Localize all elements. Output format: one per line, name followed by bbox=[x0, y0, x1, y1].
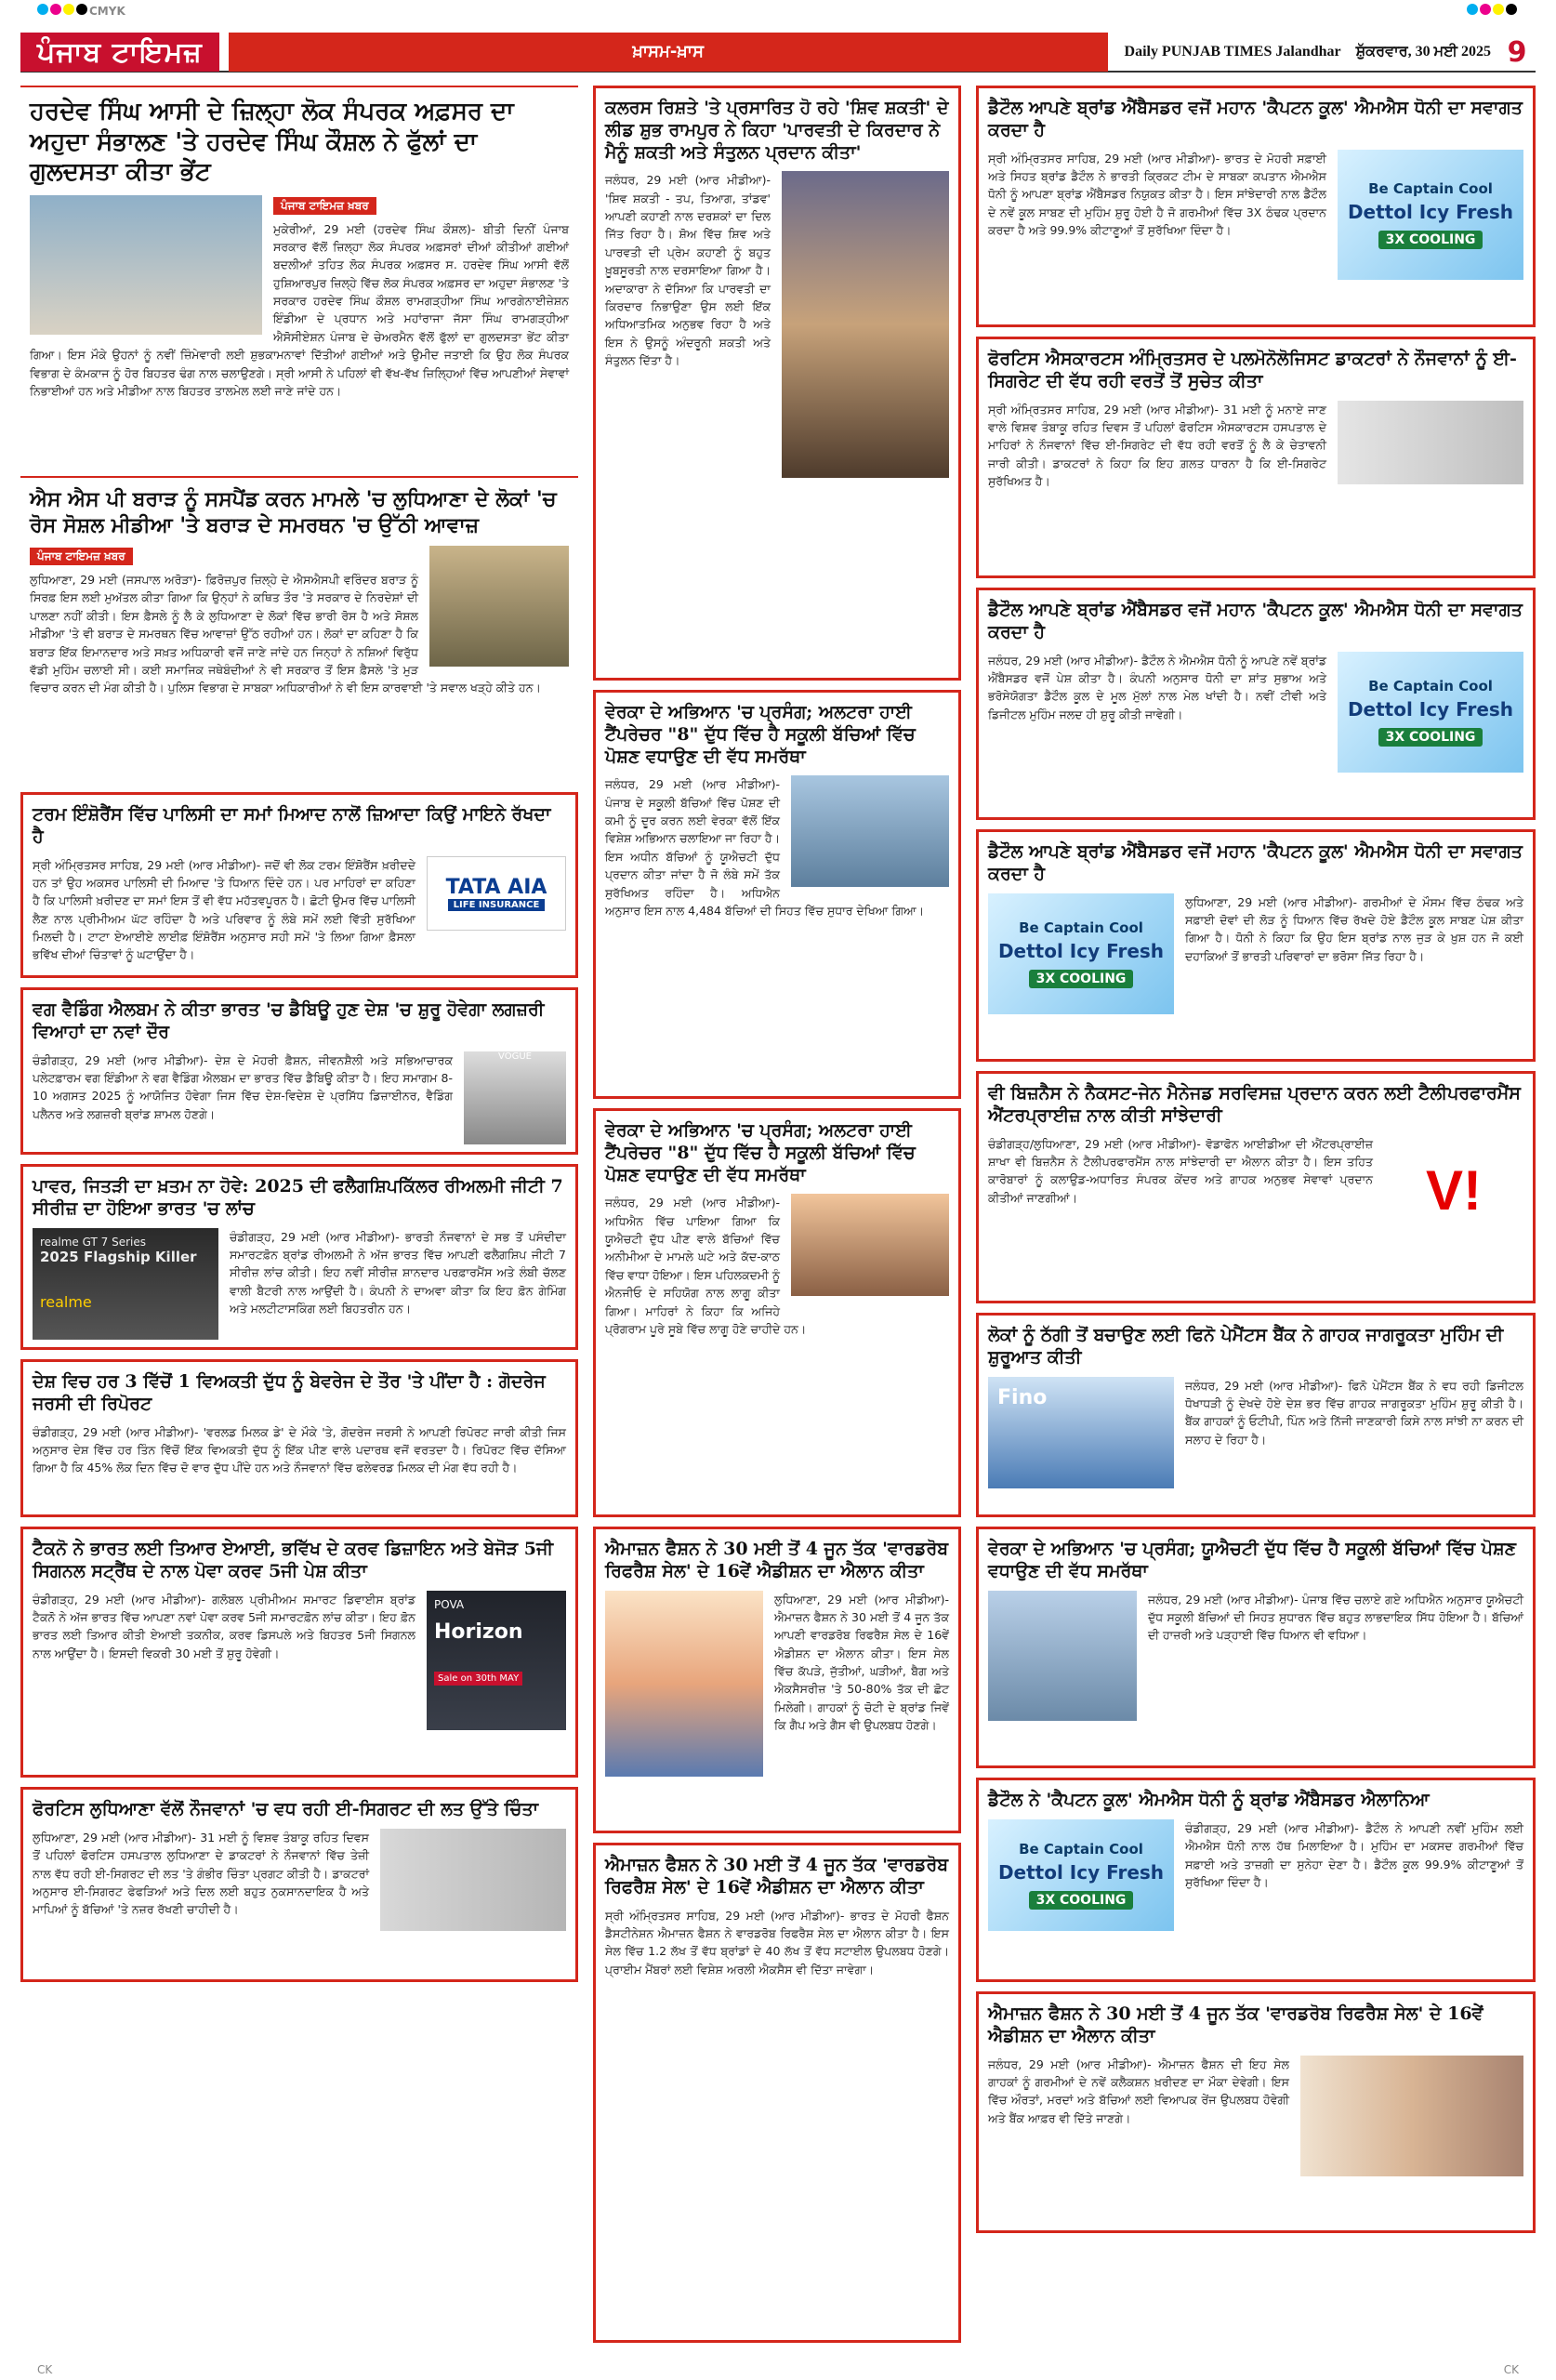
dettol-ad-image bbox=[1338, 150, 1523, 280]
article-body: ਸ੍ਰੀ ਅੰਮ੍ਰਿਤਸਰ ਸਾਹਿਬ, 29 ਮਈ (ਆਰ ਮੀਡੀਆ)- ਭਾਰਤ ਦੇ ਮੋਹਰੀ ਸਫ਼ਾਈ ਅਤੇ ਸਿਹਤ ਬ੍ਰਾਂਡ ਡੈਟੌਲ ਨੇ ਭਾਰਤੀ ਕ੍ਰਿਕਟ ਟੀਮ ਦੇ ਸਾਬਕਾ ਕਪਤਾਨ ਐਮਐਸ ਧੋਨੀ ਨੂੰ ਆਪਣਾ ਬ੍ਰਾਂਡ ਐਂਬੈਸਡਰ ਨਿਯੁਕਤ ਕੀਤਾ ਹੈ। ਇਸ ਸਾਂਝੇਦਾਰੀ ਨਾਲ ਡੈਟੌਲ ਦੇ ਨਵੇਂ ਕੂਲ ਸਾਬਣ ਦੀ ਮੁਹਿੰਮ ਸ਼ੁਰੂ ਹੋਈ ਹੈ ਜੋ ਗਰਮੀਆਂ ਵਿੱਚ 3X ਠੰਢਕ ਪ੍ਰਦਾਨ ਕਰਦਾ ਹੈ ਅਤੇ 99.9% ਕੀਟਾਣੂਆਂ ਤੋਂ ਸੁਰੱਖਿਆ ਦਿੰਦਾ ਹੈ। bbox=[988, 151, 1326, 237]
article-body: ਚੰਡੀਗੜ੍ਹ, 29 ਮਈ (ਆਰ ਮੀਡੀਆ)- 'ਵਰਲਡ ਮਿਲਕ ਡੇ' ਦੇ ਮੌਕੇ 'ਤੇ, ਗੋਦਰੇਜ ਜਰਸੀ ਨੇ ਆਪਣੀ ਰਿਪੋਰਟ ਜਾਰੀ ਕੀਤੀ ਜਿਸ ਅਨੁਸਾਰ ਦੇਸ਼ ਵਿੱਚ ਹਰ ਤਿੰਨ ਵਿੱਚੋਂ ਇੱਕ ਵਿਅਕਤੀ ਦੁੱਧ ਨੂੰ ਇੱਕ ਪੀਣ ਵਾਲੇ ਪਦਾਰਥ ਵਜੋਂ ਵਰਤਦਾ ਹੈ। ਰਿਪੋਰਟ ਵਿੱਚ ਦੱਸਿਆ ਗਿਆ ਹੈ ਕਿ 45% ਲੋਕ ਦਿਨ ਵਿੱਚ ਦੋ ਵਾਰ ਦੁੱਧ ਪੀਂਦੇ ਹਨ ਅਤੇ ਨੌਜਵਾਨਾਂ ਵਿੱਚ ਫਲੇਵਰਡ ਮਿਲਕ ਦੀ ਮੰਗ ਵੱਧ ਰਹੀ ਹੈ। bbox=[33, 1424, 566, 1475]
article-body: ਸ੍ਰੀ ਅੰਮ੍ਰਿਤਸਰ ਸਾਹਿਬ, 29 ਮਈ (ਆਰ ਮੀਡੀਆ)- ਭਾਰਤ ਦੇ ਮੋਹਰੀ ਫੈਸ਼ਨ ਡੈਸਟੀਨੇਸ਼ਨ ਐਮਾਜ਼ਨ ਫੈਸ਼ਨ ਨੇ ਵਾਰਡਰੋਬ ਰਿਫਰੈਸ਼ ਸੇਲ ਦਾ ਐਲਾਨ ਕੀਤਾ ਹੈ। ਇਸ ਸੇਲ ਵਿੱਚ 1.2 ਲੱਖ ਤੋਂ ਵੱਧ ਬ੍ਰਾਂਡਾਂ ਦੇ 40 ਲੱਖ ਤੋਂ ਵੱਧ ਸਟਾਈਲ ਉਪਲਬਧ ਹੋਣਗੇ। ਪ੍ਰਾਈਮ ਮੈਂਬਰਾਂ ਲਈ ਵਿਸ਼ੇਸ਼ ਅਰਲੀ ਐਕਸੈਸ ਵੀ ਦਿੱਤਾ ਜਾਵੇਗਾ। bbox=[605, 1908, 949, 1977]
ck-label-right: CK bbox=[1503, 2363, 1519, 2376]
page-number: 9 bbox=[1507, 35, 1527, 69]
promo-line1: realme GT 7 Series bbox=[40, 1235, 146, 1249]
article-kaushal bbox=[20, 86, 578, 467]
vi-logo bbox=[1384, 1135, 1523, 1247]
news-photo bbox=[30, 195, 262, 335]
ad-line2: Dettol Icy Fresh bbox=[1347, 200, 1514, 223]
promo-line2: 2025 Flagship Killer bbox=[40, 1248, 197, 1265]
brand-logo: ਪੰਜਾਬ ਟਾਇਮਜ਼ bbox=[20, 33, 219, 72]
dettol-ad-image bbox=[988, 893, 1174, 1014]
article-body: ਚੰਡੀਗੜ੍ਹ, 29 ਮਈ (ਆਰ ਮੀਡੀਆ)- ਦੇਸ਼ ਦੇ ਮੋਹਰੀ ਫ਼ੈਸ਼ਨ, ਜੀਵਨਸ਼ੈਲੀ ਅਤੇ ਸਭਿਆਚਾਰਕ ਪਲੇਟਫ਼ਾਰਮ ਵਗ ਇੰਡੀਆ ਨੇ ਵਗ ਵੈਡਿੰਗ ਐਲਬਮ ਦਾ ਭਾਰਤ ਵਿੱਚ ਡੈਬਿਊ ਕੀਤਾ ਹੈ। ਇਹ ਸਮਾਗਮ 8-10 ਅਗਸਤ 2025 ਨੂੰ ਆਯੋਜਿਤ ਹੋਵੇਗਾ ਜਿਸ ਵਿੱਚ ਦੇਸ਼-ਵਿਦੇਸ਼ ਦੇ ਪ੍ਰਸਿੱਧ ਡਿਜ਼ਾਈਨਰ, ਵੈਡਿੰਗ ਪਲੈਨਰ ਅਤੇ ਲਗਜ਼ਰੀ ਬ੍ਰਾਂਡ ਸ਼ਾਮਲ ਹੋਣਗੇ। bbox=[33, 1052, 453, 1121]
pova-promo-image bbox=[427, 1591, 566, 1730]
article-body: ਜਲੰਧਰ, 29 ਮਈ (ਆਰ ਮੀਡੀਆ)- ਐਮਾਜ਼ਨ ਫੈਸ਼ਨ ਦੀ ਇਹ ਸੇਲ ਗਾਹਕਾਂ ਨੂੰ ਗਰਮੀਆਂ ਦੇ ਨਵੇਂ ਕਲੈਕਸ਼ਨ ਖ਼ਰੀਦਣ ਦਾ ਮੌਕਾ ਦੇਵੇਗੀ। ਇਸ ਵਿੱਚ ਔਰਤਾਂ, ਮਰਦਾਂ ਅਤੇ ਬੱਚਿਆਂ ਲਈ ਵਿਆਪਕ ਰੇਂਜ ਉਪਲਬਧ ਹੋਵੇਗੀ ਅਤੇ ਬੈਂਕ ਆਫ਼ਰ ਵੀ ਦਿੱਤੇ ਜਾਣਗੇ। bbox=[988, 2056, 1289, 2125]
show-photo bbox=[782, 171, 949, 478]
cmyk-label: CMYK bbox=[89, 4, 125, 18]
article-dettol-4 bbox=[976, 1778, 1536, 1982]
logo-subtext: LIFE INSURANCE bbox=[448, 899, 546, 911]
photo-label: Fino bbox=[997, 1385, 1048, 1409]
article-vi-business bbox=[976, 1071, 1536, 1303]
article-godrej-jersey bbox=[20, 1359, 578, 1517]
headline: ਫੋਰਟਿਸ ਲੁਧਿਆਣਾ ਵੱਲੋਂ ਨੌਜਵਾਨਾਂ 'ਚ ਵਧ ਰਹੀ ਈ-ਸਿਗਰਟ ਦੀ ਲਤ ਉੱਤੇ ਚਿੰਤਾ bbox=[33, 1799, 539, 1819]
tata-aia-logo bbox=[427, 856, 566, 931]
date: ਸ਼ੁੱਕਰਵਾਰ, 30 ਮਈ 2025 bbox=[1355, 44, 1491, 60]
page-body bbox=[20, 86, 1536, 2347]
article-body: ਚੰਡੀਗੜ੍ਹ, 29 ਮਈ (ਆਰ ਮੀਡੀਆ)- ਭਾਰਤੀ ਨੌਜਵਾਨਾਂ ਦੇ ਸਭ ਤੋਂ ਪਸੰਦੀਦਾ ਸਮਾਰਟਫ਼ੋਨ ਬ੍ਰਾਂਡ ਰੀਅਲਮੀ ਨੇ ਅੱਜ ਭਾਰਤ ਵਿੱਚ ਆਪਣੀ ਫਲੈਗਸ਼ਿਪ ਜੀਟੀ 7 ਸੀਰੀਜ਼ ਲਾਂਚ ਕੀਤੀ। ਇਹ ਨਵੀਂ ਸੀਰੀਜ਼ ਸ਼ਾਨਦਾਰ ਪਰਫ਼ਾਰਮੈਂਸ ਅਤੇ ਲੰਬੀ ਚੱਲਣ ਵਾਲੀ ਬੈਟਰੀ ਨਾਲ ਆਉਂਦੀ ਹੈ। ਕੰਪਨੀ ਨੇ ਦਾਅਵਾ ਕੀਤਾ ਕਿ ਇਹ ਫ਼ੋਨ ਗੇਮਿੰਗ ਅਤੇ ਮਲਟੀਟਾਸਕਿੰਗ ਲਈ ਬਿਹਤਰੀਨ ਹਨ। bbox=[230, 1229, 566, 1316]
headline: ਹਰਦੇਵ ਸਿੰਘ ਆਸੀ ਦੇ ਜ਼ਿਲ੍ਹਾ ਲੋਕ ਸੰਪਰਕ ਅਫ਼ਸਰ ਦਾ ਅਹੁਦਾ ਸੰਭਾਲਣ 'ਤੇ ਹਰਦੇਵ ਸਿੰਘ ਕੌਸ਼ਲ ਨੇ ਫੁੱਲਾਂ ਦਾ ਗੁਲਦਸਤਾ ਕੀਤਾ ਭੇਂਟ bbox=[30, 98, 514, 186]
column-left bbox=[20, 86, 578, 2347]
article-body: ਜਲੰਧਰ, 29 ਮਈ (ਆਰ ਮੀਡੀਆ)- ਪੰਜਾਬ ਦੇ ਸਕੂਲੀ ਬੱਚਿਆਂ ਵਿੱਚ ਪੋਸ਼ਣ ਦੀ ਕਮੀ ਨੂੰ ਦੂਰ ਕਰਨ ਲਈ ਵੇਰਕਾ ਵੱਲੋਂ ਇੱਕ ਵਿਸ਼ੇਸ਼ ਅਭਿਆਨ ਚਲਾਇਆ ਜਾ ਰਿਹਾ ਹੈ। ਇਸ ਅਧੀਨ ਬੱਚਿਆਂ ਨੂੰ ਯੂਐਚਟੀ ਦੁੱਧ ਪ੍ਰਦਾਨ ਕੀਤਾ ਜਾਂਦਾ ਹੈ ਜੋ ਲੰਬੇ ਸਮੇਂ ਤੱਕ ਸੁਰੱਖਿਅਤ ਰਹਿੰਦਾ ਹੈ। ਅਧਿਐਨ ਅਨੁਸਾਰ ਇਸ ਨਾਲ 4,484 ਬੱਚਿਆਂ ਦੀ ਸਿਹਤ ਵਿੱਚ ਸੁਧਾਰ ਦੇਖਿਆ ਗਿਆ। bbox=[605, 777, 925, 918]
logo-text: V! bbox=[1426, 1159, 1482, 1222]
article-vogue bbox=[20, 987, 578, 1155]
students-photo bbox=[791, 1194, 949, 1296]
article-body: ਸ੍ਰੀ ਅੰਮ੍ਰਿਤਸਰ ਸਾਹਿਬ, 29 ਮਈ (ਆਰ ਮੀਡੀਆ)- 31 ਮਈ ਨੂੰ ਮਨਾਏ ਜਾਣ ਵਾਲੇ ਵਿਸ਼ਵ ਤੰਬਾਕੂ ਰਹਿਤ ਦਿਵਸ ਤੋਂ ਪਹਿਲਾਂ ਫੋਰਟਿਸ ਐਸਕਾਰਟਸ ਹਸਪਤਾਲ ਦੇ ਮਾਹਿਰਾਂ ਨੇ ਨੌਜਵਾਨਾਂ ਵਿੱਚ ਈ-ਸਿਗਰੇਟ ਦੀ ਵੱਧ ਰਹੀ ਵਰਤੋਂ ਨੂੰ ਲੈ ਕੇ ਚੇਤਾਵਨੀ ਜਾਰੀ ਕੀਤੀ। ਡਾਕਟਰਾਂ ਨੇ ਕਿਹਾ ਕਿ ਇਹ ਗ਼ਲਤ ਧਾਰਨਾ ਹੈ ਕਿ ਈ-ਸਿਗਰੇਟ ਸੁਰੱਖਿਅਤ ਹੈ। bbox=[988, 402, 1326, 488]
ad-line1: Be Captain Cool bbox=[1019, 919, 1143, 936]
article-fortis-amritsar bbox=[976, 337, 1536, 578]
article-body: ਜਲੰਧਰ, 29 ਮਈ (ਆਰ ਮੀਡੀਆ)- ਡੈਟੌਲ ਨੇ ਐਮਐਸ ਧੋਨੀ ਨੂੰ ਆਪਣੇ ਨਵੇਂ ਬ੍ਰਾਂਡ ਐਂਬੈਸਡਰ ਵਜੋਂ ਪੇਸ਼ ਕੀਤਾ ਹੈ। ਕੰਪਨੀ ਅਨੁਸਾਰ ਧੋਨੀ ਦਾ ਸ਼ਾਂਤ ਸੁਭਾਅ ਅਤੇ ਭਰੋਸੇਯੋਗਤਾ ਡੈਟੌਲ ਕੂਲ ਦੇ ਮੂਲ ਮੁੱਲਾਂ ਨਾਲ ਮੇਲ ਖਾਂਦੀ ਹੈ। ਨਵੀਂ ਟੀਵੀ ਅਤੇ ਡਿਜੀਟਲ ਮੁਹਿੰਮ ਜਲਦ ਹੀ ਸ਼ੁਰੂ ਕੀਤੀ ਜਾਵੇਗੀ। bbox=[988, 653, 1326, 721]
article-term-insurance bbox=[20, 792, 578, 978]
headline: ਐਮਾਜ਼ਨ ਫੈਸ਼ਨ ਨੇ 30 ਮਈ ਤੋਂ 4 ਜੂਨ ਤੱਕ 'ਵਾਰਡਰੋਬ ਰਿਫਰੈਸ਼ ਸੇਲ' ਦੇ 16ਵੇਂ ਐਡੀਸ਼ਨ ਦਾ ਐਲਾਨ ਕੀਤਾ bbox=[605, 1855, 949, 1897]
article-body: ਜਲੰਧਰ, 29 ਮਈ (ਆਰ ਮੀਡੀਆ)- ਅਧਿਐਨ ਵਿੱਚ ਪਾਇਆ ਗਿਆ ਕਿ ਯੂਐਚਟੀ ਦੁੱਧ ਪੀਣ ਵਾਲੇ ਬੱਚਿਆਂ ਵਿੱਚ ਅਨੀਮੀਆ ਦੇ ਮਾਮਲੇ ਘਟੇ ਅਤੇ ਕੱਦ-ਕਾਠ ਵਿੱਚ ਵਾਧਾ ਹੋਇਆ। ਇਸ ਪਹਿਲਕਦਮੀ ਨੂੰ ਐਨਜੀਓ ਦੇ ਸਹਿਯੋਗ ਨਾਲ ਲਾਗੂ ਕੀਤਾ ਗਿਆ। ਮਾਹਿਰਾਂ ਨੇ ਕਿਹਾ ਕਿ ਅਜਿਹੇ ਪ੍ਰੋਗਰਾਮ ਪੂਰੇ ਸੂਬੇ ਵਿੱਚ ਲਾਗੂ ਹੋਣੇ ਚਾਹੀਦੇ ਹਨ। bbox=[605, 1196, 807, 1336]
article-verka-2 bbox=[593, 1108, 961, 1517]
article-verka-3 bbox=[976, 1527, 1536, 1768]
column-right bbox=[976, 86, 1536, 2347]
section-title: ਖ਼ਾਸਮ-ਖ਼ਾਸ bbox=[229, 33, 1108, 72]
article-body: ਸ੍ਰੀ ਅੰਮ੍ਰਿਤਸਰ ਸਾਹਿਬ, 29 ਮਈ (ਆਰ ਮੀਡੀਆ)- ਜਦੋਂ ਵੀ ਲੋਕ ਟਰਮ ਇੰਸ਼ੋਰੈਂਸ ਖ਼ਰੀਦਦੇ ਹਨ ਤਾਂ ਉਹ ਅਕਸਰ ਪਾਲਿਸੀ ਦੀ ਮਿਆਦ 'ਤੇ ਧਿਆਨ ਦਿੰਦੇ ਹਨ। ਪਰ ਮਾਹਿਰਾਂ ਦਾ ਕਹਿਣਾ ਹੈ ਕਿ ਪਾਲਿਸੀ ਖ਼ਰੀਦਣ ਦਾ ਸਮਾਂ ਇਸ ਤੋਂ ਵੀ ਵੱਧ ਮਹੱਤਵਪੂਰਨ ਹੈ। ਛੋਟੀ ਉਮਰ ਵਿੱਚ ਪਾਲਿਸੀ ਲੈਣ ਨਾਲ ਪ੍ਰੀਮੀਅਮ ਘੱਟ ਰਹਿੰਦਾ ਹੈ ਅਤੇ ਪਰਿਵਾਰ ਨੂੰ ਲੰਬੇ ਸਮੇਂ ਲਈ ਵਿੱਤੀ ਸੁਰੱਖਿਆ ਮਿਲਦੀ ਹੈ। ਟਾਟਾ ਏਆਈਏ ਲਾਈਫ਼ ਇੰਸ਼ੋਰੈਂਸ ਅਨੁਸਾਰ ਸਹੀ ਸਮੇਂ 'ਤੇ ਲਿਆ ਗਿਆ ਫ਼ੈਸਲਾ ਭਵਿੱਖ ਦੀਆਂ ਚਿੰਤਾਵਾਂ ਨੂੰ ਘਟਾਉਂਦਾ ਹੈ। bbox=[33, 857, 415, 962]
article-tecno bbox=[20, 1527, 578, 1778]
vogue-photo bbox=[464, 1051, 566, 1144]
logo-text: TATA AIA bbox=[445, 875, 547, 899]
article-body: ਜਲੰਧਰ, 29 ਮਈ (ਆਰ ਮੀਡੀਆ)- ਫਿਨੋ ਪੇਮੈਂਟਸ ਬੈਂਕ ਨੇ ਵਧ ਰਹੀ ਡਿਜੀਟਲ ਧੋਖਾਧੜੀ ਨੂੰ ਦੇਖਦੇ ਹੋਏ ਦੇਸ਼ ਭਰ ਵਿੱਚ ਗਾਹਕ ਜਾਗਰੂਕਤਾ ਮੁਹਿੰਮ ਸ਼ੁਰੂ ਕੀਤੀ ਹੈ। ਬੈਂਕ ਗਾਹਕਾਂ ਨੂੰ ਓਟੀਪੀ, ਪਿੰਨ ਅਤੇ ਨਿੱਜੀ ਜਾਣਕਾਰੀ ਕਿਸੇ ਨਾਲ ਸਾਂਝੀ ਨਾ ਕਰਨ ਦੀ ਸਲਾਹ ਦੇ ਰਿਹਾ ਹੈ। bbox=[1185, 1378, 1523, 1447]
article-shiv-shakti bbox=[593, 86, 961, 681]
ad-badge: 3X COOLING bbox=[1378, 231, 1483, 249]
headline: ਐਸ ਐਸ ਪੀ ਬਰਾੜ ਨੂੰ ਸਸਪੈਂਡ ਕਰਨ ਮਾਮਲੇ 'ਚ ਲੁਧਿਆਣਾ ਦੇ ਲੋਕਾਂ 'ਚ ਰੋਸ ਸੋਸ਼ਲ ਮੀਡੀਆ 'ਤੇ ਬਰਾੜ ਦੇ ਸਮਰਥਨ 'ਚ ਉੱਠੀ ਆਵਾਜ਼ bbox=[30, 487, 557, 537]
article-body: ਚੰਡੀਗੜ੍ਹ, 29 ਮਈ (ਆਰ ਮੀਡੀਆ)- ਗਲੋਬਲ ਪ੍ਰੀਮੀਅਮ ਸਮਾਰਟ ਡਿਵਾਈਸ ਬ੍ਰਾਂਡ ਟੈਕਨੋ ਨੇ ਅੱਜ ਭਾਰਤ ਵਿੱਚ ਆਪਣਾ ਨਵਾਂ ਪੋਵਾ ਕਰਵ 5ਜੀ ਸਮਾਰਟਫ਼ੋਨ ਲਾਂਚ ਕੀਤਾ। ਇਹ ਫ਼ੋਨ ਭਾਰਤ ਲਈ ਤਿਆਰ ਕੀਤੀ ਏਆਈ ਤਕਨੀਕ, ਕਰਵ ਡਿਸਪਲੇ ਅਤੇ ਬਿਹਤਰ 5ਜੀ ਸਿਗਨਲ ਨਾਲ ਆਉਂਦਾ ਹੈ। ਇਸਦੀ ਵਿਕਰੀ 30 ਮਈ ਤੋਂ ਸ਼ੁਰੂ ਹੋਵੇਗੀ। bbox=[33, 1592, 415, 1660]
headline: ਦੇਸ਼ ਵਿਚ ਹਰ 3 ਵਿੱਚੋਂ 1 ਵਿਅਕਤੀ ਦੁੱਧ ਨੂੰ ਬੇਵਰੇਜ ਦੇ ਤੌਰ 'ਤੇ ਪੀਂਦਾ ਹੈ : ਗੋਦਰੇਜ ਜਰਸੀ ਦੀ ਰਿਪੋਰਟ bbox=[33, 1371, 546, 1414]
news-photo bbox=[429, 546, 569, 667]
realme-promo-image bbox=[33, 1228, 218, 1340]
article-dettol-3 bbox=[976, 829, 1536, 1062]
doctors-photo bbox=[380, 1829, 566, 1931]
promo-brand: realme bbox=[40, 1292, 92, 1311]
promo-brand: POVA bbox=[434, 1597, 465, 1611]
headline: ਡੈਟੌਲ ਆਪਣੇ ਬ੍ਰਾਂਡ ਐਂਬੈਸਡਰ ਵਜੋਂ ਮਹਾਨ 'ਕੈਪਟਨ ਕੂਲ' ਐਮਐਸ ਧੋਨੀ ਦਾ ਸਵਾਗਤ ਕਰਦਾ ਹੈ bbox=[988, 98, 1523, 140]
article-amazon-3 bbox=[976, 1991, 1536, 2233]
paper-name: Daily PUNJAB TIMES Jalandhar bbox=[1124, 44, 1341, 60]
article-dettol-2 bbox=[976, 588, 1536, 820]
ad-line1: Be Captain Cool bbox=[1019, 1840, 1143, 1858]
article-body: ਮੁਕੇਰੀਆਂ, 29 ਮਈ (ਹਰਦੇਵ ਸਿੰਘ ਕੌਸ਼ਲ)- ਬੀਤੀ ਦਿਨੀਂ ਪੰਜਾਬ ਸਰਕਾਰ ਵੱਲੋਂ ਜ਼ਿਲ੍ਹਾ ਲੋਕ ਸੰਪਰਕ ਅਫ਼ਸਰਾਂ ਦੀਆਂ ਕੀਤੀਆਂ ਗਈਆਂ ਬਦਲੀਆਂ ਤਹਿਤ ਲੋਕ ਸੰਪਰਕ ਅਫ਼ਸਰ ਸ. ਹਰਦੇਵ ਸਿੰਘ ਆਸੀ ਵੱਲੋਂ ਹੁਸ਼ਿਆਰਪੁਰ ਜ਼ਿਲ੍ਹੇ ਵਿੱਚ ਲੋਕ ਸੰਪਰਕ ਅਫ਼ਸਰ ਦਾ ਅਹੁਦਾ ਸੰਭਾਲਣ 'ਤੇ ਸਰਕਾਰ ਹਰਦੇਵ ਸਿੰਘ ਕੌਸ਼ਲ ਰਾਮਗੜ੍ਹੀਆ ਸਿੰਘ ਆਰਗੇਨਾਈਜ਼ੇਸ਼ਨ ਇੰਡੀਆ ਦੇ ਪ੍ਰਧਾਨ ਅਤੇ ਮਹਾਂਰਾਜਾ ਜੱਸਾ ਸਿੰਘ ਰਾਮਗੜ੍ਹੀਆ ਐਸੋਸੀਏਸ਼ਨ ਪੰਜਾਬ ਦੇ ਚੇਅਰਮੈਨ ਵੱਲੋਂ ਫੁੱਲਾਂ ਦਾ ਗੁਲਦਸਤਾ ਭੇਂਟ ਕੀਤਾ ਗਿਆ। ਇਸ ਮੌਕੇ ਉਹਨਾਂ ਨੂੰ ਨਵੀਂ ਜ਼ਿੰਮੇਵਾਰੀ ਲਈ ਸ਼ੁਭਕਾਮਨਾਵਾਂ ਦਿੱਤੀਆਂ ਗਈਆਂ ਅਤੇ ਉਮੀਦ ਜਤਾਈ ਕਿ ਉਹ ਲੋਕ ਸੰਪਰਕ ਵਿਭਾਗ ਦੇ ਕੰਮਕਾਜ ਨੂੰ ਹੋਰ ਬਿਹਤਰ ਢੰਗ ਨਾਲ ਚਲਾਉਣਗੇ। ਸ੍ਰੀ ਆਸੀ ਨੇ ਪਹਿਲਾਂ ਵੀ ਵੱਖ-ਵੱਖ ਜ਼ਿਲ੍ਹਿਆਂ ਵਿੱਚ ਆਪਣੀਆਂ ਸੇਵਾਵਾਂ ਨਿਭਾਈਆਂ ਹਨ ਅਤੇ ਮੀਡੀਆ ਨਾਲ ਬਿਹਤਰ ਤਾਲਮੇਲ ਲਈ ਜਾਣੇ ਜਾਂਦੇ ਹਨ। bbox=[30, 221, 569, 398]
article-dettol-1 bbox=[976, 86, 1536, 327]
registration-bar-bottom bbox=[0, 2360, 1556, 2380]
headline: ਵੇਰਕਾ ਦੇ ਅਭਿਆਨ 'ਚ ਪ੍ਰਸੰਗ; ਅਲਟਰਾ ਹਾਈ ਟੈਂਪਰੇਚਰ "8" ਦੁੱਧ ਵਿੱਚ ਹੈ ਸਕੂਲੀ ਬੱਚਿਆਂ ਵਿੱਚ ਪੋਸ਼ਣ ਵਧਾਉਣ ਦੀ ਵੱਧ ਸਮਰੱਥਾ bbox=[605, 1120, 916, 1185]
ad-line1: Be Captain Cool bbox=[1368, 179, 1493, 197]
article-body: ਚੰਡੀਗੜ੍ਹ/ਲੁਧਿਆਣਾ, 29 ਮਈ (ਆਰ ਮੀਡੀਆ)- ਵੋਡਾਫੋਨ ਆਈਡੀਆ ਦੀ ਐਂਟਰਪ੍ਰਾਈਜ਼ ਸ਼ਾਖਾ ਵੀ ਬਿਜ਼ਨੈਸ ਨੇ ਟੈਲੀਪਰਫਾਰਮੈਂਸ ਨਾਲ ਸਾਂਝੇਦਾਰੀ ਦਾ ਐਲਾਨ ਕੀਤਾ ਹੈ। ਇਸ ਤਹਿਤ ਕਾਰੋਬਾਰਾਂ ਨੂੰ ਕਲਾਉਡ-ਅਧਾਰਿਤ ਸੰਪਰਕ ਕੇਂਦਰ ਅਤੇ ਗਾਹਕ ਅਨੁਭਵ ਸੇਵਾਵਾਂ ਪ੍ਰਦਾਨ ਕੀਤੀਆਂ ਜਾਣਗੀਆਂ। bbox=[988, 1136, 1373, 1205]
headline: ਲੋਕਾਂ ਨੂੰ ਠੱਗੀ ਤੋਂ ਬਚਾਉਣ ਲਈ ਫਿਨੋ ਪੇਮੈਂਟਸ ਬੈਂਕ ਨੇ ਗਾਹਕ ਜਾਗਰੂਕਤਾ ਮੁਹਿੰਮ ਦੀ ਸ਼ੁਰੂਆਤ ਕੀਤੀ bbox=[988, 1325, 1504, 1368]
cmyk-marks bbox=[37, 4, 125, 18]
article-body: ਜਲੰਧਰ, 29 ਮਈ (ਆਰ ਮੀਡੀਆ)- ਪੰਜਾਬ ਵਿੱਚ ਚਲਾਏ ਗਏ ਅਧਿਐਨ ਅਨੁਸਾਰ ਯੂਐਚਟੀ ਦੁੱਧ ਸਕੂਲੀ ਬੱਚਿਆਂ ਦੀ ਸਿਹਤ ਸੁਧਾਰਨ ਵਿੱਚ ਬਹੁਤ ਲਾਭਦਾਇਕ ਸਿੱਧ ਹੋਇਆ ਹੈ। ਬੱਚਿਆਂ ਦੀ ਹਾਜ਼ਰੀ ਅਤੇ ਪੜ੍ਹਾਈ ਵਿੱਚ ਧਿਆਨ ਵੀ ਵਧਿਆ। bbox=[1148, 1592, 1523, 1643]
article-body: ਲੁਧਿਆਣਾ, 29 ਮਈ (ਜਸਪਾਲ ਅਰੋੜਾ)- ਫ਼ਿਰੋਜ਼ਪੁਰ ਜ਼ਿਲ੍ਹੇ ਦੇ ਐਸਐਸਪੀ ਵਰਿੰਦਰ ਬਰਾੜ ਨੂੰ ਸਿਰਫ਼ ਇਸ ਲਈ ਮੁਅੱਤਲ ਕੀਤਾ ਗਿਆ ਕਿ ਉਨ੍ਹਾਂ ਨੇ ਕਥਿਤ ਤੌਰ 'ਤੇ ਸਰਕਾਰ ਦੇ ਨਿਰਦੇਸ਼ਾਂ ਦੀ ਪਾਲਣਾ ਨਹੀਂ ਕੀਤੀ। ਇਸ ਫ਼ੈਸਲੇ ਨੂੰ ਲੈ ਕੇ ਲੁਧਿਆਣਾ ਦੇ ਲੋਕਾਂ ਵਿੱਚ ਭਾਰੀ ਰੋਸ ਹੈ ਅਤੇ ਸੋਸ਼ਲ ਮੀਡੀਆ 'ਤੇ ਵੀ ਬਰਾੜ ਦੇ ਸਮਰਥਨ ਵਿੱਚ ਆਵਾਜ਼ਾਂ ਉੱਠ ਰਹੀਆਂ ਹਨ। ਲੋਕਾਂ ਦਾ ਕਹਿਣਾ ਹੈ ਕਿ ਬਰਾੜ ਇੱਕ ਇਮਾਨਦਾਰ ਅਤੇ ਸਖ਼ਤ ਅਧਿਕਾਰੀ ਵਜੋਂ ਜਾਣੇ ਜਾਂਦੇ ਹਨ ਜਿਨ੍ਹਾਂ ਨੇ ਨਸ਼ਿਆਂ ਵਿਰੁੱਧ ਵੱਡੀ ਮੁਹਿੰਮ ਚਲਾਈ ਸੀ। ਕਈ ਸਮਾਜਿਕ ਜਥੇਬੰਦੀਆਂ ਨੇ ਵੀ ਸਰਕਾਰ ਤੋਂ ਇਸ ਫ਼ੈਸਲੇ 'ਤੇ ਮੁੜ ਵਿਚਾਰ ਕਰਨ ਦੀ ਮੰਗ ਕੀਤੀ ਹੈ। ਪੁਲਿਸ ਵਿਭਾਗ ਦੇ ਸਾਬਕਾ ਅਧਿਕਾਰੀਆਂ ਨੇ ਵੀ ਇਸ ਕਾਰਵਾਈ 'ਤੇ ਸਵਾਲ ਖੜ੍ਹੇ ਕੀਤੇ ਹਨ। bbox=[30, 573, 541, 695]
ck-label-left: CK bbox=[37, 2363, 53, 2376]
article-body: ਜਲੰਧਰ, 29 ਮਈ (ਆਰ ਮੀਡੀਆ)- 'ਸ਼ਿਵ ਸ਼ਕਤੀ - ਤਪ, ਤਿਆਗ, ਤਾਂਡਵ' ਆਪਣੀ ਕਹਾਣੀ ਨਾਲ ਦਰਸ਼ਕਾਂ ਦਾ ਦਿਲ ਜਿੱਤ ਰਿਹਾ ਹੈ। ਸ਼ੋਅ ਵਿੱਚ ਸ਼ਿਵ ਅਤੇ ਪਾਰਵਤੀ ਦੀ ਪ੍ਰੇਮ ਕਹਾਣੀ ਨੂੰ ਬਹੁਤ ਖ਼ੂਬਸੂਰਤੀ ਨਾਲ ਦਰਸਾਇਆ ਗਿਆ ਹੈ। ਅਦਾਕਾਰਾ ਨੇ ਦੱਸਿਆ ਕਿ ਪਾਰਵਤੀ ਦਾ ਕਿਰਦਾਰ ਨਿਭਾਉਣਾ ਉਸ ਲਈ ਇੱਕ ਅਧਿਆਤਮਿਕ ਅਨੁਭਵ ਰਿਹਾ ਹੈ ਅਤੇ ਇਸ ਨੇ ਉਸਨੂੰ ਅੰਦਰੂਨੀ ਸ਼ਕਤੀ ਅਤੇ ਸੰਤੁਲਨ ਦਿੱਤਾ ਹੈ। bbox=[605, 173, 771, 367]
models-photo bbox=[1300, 2056, 1523, 2176]
article-amazon-2 bbox=[593, 1843, 961, 2343]
dettol-ad-image bbox=[988, 1819, 1174, 1931]
ad-badge: 3X COOLING bbox=[1029, 970, 1134, 988]
article-brar bbox=[20, 476, 578, 783]
cmyk-marks-right bbox=[1467, 4, 1519, 18]
article-body: ਲੁਧਿਆਣਾ, 29 ਮਈ (ਆਰ ਮੀਡੀਆ)- ਗਰਮੀਆਂ ਦੇ ਮੌਸਮ ਵਿੱਚ ਠੰਢਕ ਅਤੇ ਸਫ਼ਾਈ ਦੋਵਾਂ ਦੀ ਲੋੜ ਨੂੰ ਧਿਆਨ ਵਿੱਚ ਰੱਖਦੇ ਹੋਏ ਡੈਟੌਲ ਕੂਲ ਸਾਬਣ ਪੇਸ਼ ਕੀਤਾ ਗਿਆ ਹੈ। ਧੋਨੀ ਨੇ ਕਿਹਾ ਕਿ ਉਹ ਇਸ ਬ੍ਰਾਂਡ ਨਾਲ ਜੁੜ ਕੇ ਖ਼ੁਸ਼ ਹਨ ਜੋ ਕਈ ਦਹਾਕਿਆਂ ਤੋਂ ਭਾਰਤੀ ਪਰਿਵਾਰਾਂ ਦਾ ਭਰੋਸਾ ਜਿੱਤ ਰਿਹਾ ਹੈ। bbox=[1185, 894, 1523, 963]
students-photo bbox=[988, 1591, 1137, 1721]
headline: ਡੈਟੌਲ ਨੇ 'ਕੈਪਟਨ ਕੂਲ' ਐਮਐਸ ਧੋਨੀ ਨੂੰ ਬ੍ਰਾਂਡ ਐਂਬੈਸਡਰ ਐਲਾਨਿਆ bbox=[988, 1790, 1430, 1810]
byline: ਪੰਜਾਬ ਟਾਇਮਜ਼ ਖ਼ਬਰ bbox=[273, 197, 376, 215]
headline: ਪਾਵਰ, ਜਿਤੜੀ ਦਾ ਖ਼ਤਮ ਨਾ ਹੋਵੇ: 2025 ਦੀ ਫਲੈਗਸ਼ਿਪਕਿੱਲਰ ਰੀਅਲਮੀ ਜੀਟੀ 7 ਸੀਰੀਜ਼ ਦਾ ਹੋਇਆ ਭਾਰਤ 'ਚ ਲਾਂਚ bbox=[33, 1176, 563, 1219]
article-amazon-1 bbox=[593, 1527, 961, 1833]
headline: ਵੇਰਕਾ ਦੇ ਅਭਿਆਨ 'ਚ ਪ੍ਰਸੰਗ; ਅਲਟਰਾ ਹਾਈ ਟੈਂਪਰੇਚਰ "8" ਦੁੱਧ ਵਿੱਚ ਹੈ ਸਕੂਲੀ ਬੱਚਿਆਂ ਵਿੱਚ ਪੋਸ਼ਣ ਵਧਾਉਣ ਦੀ ਵੱਧ ਸਮਰੱਥਾ bbox=[605, 702, 916, 767]
dettol-ad-image bbox=[1338, 652, 1523, 773]
article-fortis-ludhiana bbox=[20, 1787, 578, 1982]
byline: ਪੰਜਾਬ ਟਾਇਮਜ਼ ਖ਼ਬਰ bbox=[30, 548, 133, 565]
promo-title: Horizon bbox=[434, 1620, 523, 1644]
headline: ਕਲਰਸ ਰਿਸ਼ਤੇ 'ਤੇ ਪ੍ਰਸਾਰਿਤ ਹੋ ਰਹੇ 'ਸ਼ਿਵ ਸ਼ਕਤੀ' ਦੇ ਲੀਡ ਸ਼ੁਭ ਰਾਮਪੁਰ ਨੇ ਕਿਹਾ 'ਪਾਰਵਤੀ ਦੇ ਕਿਰਦਾਰ ਨੇ ਮੈਨੂੰ ਸ਼ਕਤੀ ਅਤੇ ਸੰਤੁਲਨ ਪ੍ਰਦਾਨ ਕੀਤਾ' bbox=[605, 98, 949, 163]
article-body: ਲੁਧਿਆਣਾ, 29 ਮਈ (ਆਰ ਮੀਡੀਆ)- ਐਮਾਜ਼ਨ ਫੈਸ਼ਨ ਨੇ 30 ਮਈ ਤੋਂ 4 ਜੂਨ ਤੱਕ ਆਪਣੀ ਵਾਰਡਰੋਬ ਰਿਫਰੈਸ਼ ਸੇਲ ਦੇ 16ਵੇਂ ਐਡੀਸ਼ਨ ਦਾ ਐਲਾਨ ਕੀਤਾ। ਇਸ ਸੇਲ ਵਿੱਚ ਕੱਪੜੇ, ਜੁੱਤੀਆਂ, ਘੜੀਆਂ, ਬੈਗ ਅਤੇ ਐਕਸੈਸਰੀਜ਼ 'ਤੇ 50-80% ਤੱਕ ਦੀ ਛੋਟ ਮਿਲੇਗੀ। ਗਾਹਕਾਂ ਨੂੰ ਚੋਟੀ ਦੇ ਬ੍ਰਾਂਡ ਜਿਵੇਂ ਕਿ ਗੈਪ ਅਤੇ ਗੈਸ ਵੀ ਉਪਲਬਧ ਹੋਣਗੇ। bbox=[774, 1592, 949, 1733]
masthead bbox=[20, 33, 1536, 73]
headline: ਐਮਾਜ਼ਨ ਫੈਸ਼ਨ ਨੇ 30 ਮਈ ਤੋਂ 4 ਜੂਨ ਤੱਕ 'ਵਾਰਡਰੋਬ ਰਿਫਰੈਸ਼ ਸੇਲ' ਦੇ 16ਵੇਂ ਐਡੀਸ਼ਨ ਦਾ ਐਲਾਨ ਕੀਤਾ bbox=[605, 1539, 949, 1581]
headline: ਵੀ ਬਿਜ਼ਨੈਸ ਨੇ ਨੈਕਸਟ-ਜੇਨ ਮੈਨੇਜਡ ਸਰਵਿਸਜ਼ ਪ੍ਰਦਾਨ ਕਰਨ ਲਈ ਟੈਲੀਪਰਫਾਰਮੈਂਸ ਐਂਟਰਪ੍ਰਾਈਜ਼ ਨਾਲ ਕੀਤੀ ਸਾਂਝੇਦਾਰੀ bbox=[988, 1083, 1521, 1126]
doctors-photo bbox=[1338, 401, 1523, 484]
registration-bar-top bbox=[0, 0, 1556, 20]
headline: ਡੈਟੌਲ ਆਪਣੇ ਬ੍ਰਾਂਡ ਐਂਬੈਸਡਰ ਵਜੋਂ ਮਹਾਨ 'ਕੈਪਟਨ ਕੂਲ' ਐਮਐਸ ਧੋਨੀ ਦਾ ਸਵਾਗਤ ਕਰਦਾ ਹੈ bbox=[988, 600, 1523, 642]
article-body: ਚੰਡੀਗੜ੍ਹ, 29 ਮਈ (ਆਰ ਮੀਡੀਆ)- ਡੈਟੌਲ ਨੇ ਆਪਣੀ ਨਵੀਂ ਮੁਹਿੰਮ ਲਈ ਐਮਐਸ ਧੋਨੀ ਨਾਲ ਹੱਥ ਮਿਲਾਇਆ ਹੈ। ਮੁਹਿੰਮ ਦਾ ਮਕਸਦ ਗਰਮੀਆਂ ਵਿੱਚ ਸਫ਼ਾਈ ਅਤੇ ਤਾਜ਼ਗੀ ਦਾ ਸੁਨੇਹਾ ਦੇਣਾ ਹੈ। ਡੈਟੌਲ ਕੂਲ 99.9% ਕੀਟਾਣੂਆਂ ਤੋਂ ਸੁਰੱਖਿਆ ਦਿੰਦਾ ਹੈ। bbox=[1185, 1820, 1523, 1889]
headline: ਵਗ ਵੈਡਿੰਗ ਐਲਬਮ ਨੇ ਕੀਤਾ ਭਾਰਤ 'ਚ ਡੈਬਿਊ ਹੁਣ ਦੇਸ਼ 'ਚ ਸ਼ੁਰੂ ਹੋਵੇਗਾ ਲਗਜ਼ਰੀ ਵਿਆਹਾਂ ਦਾ ਨਵਾਂ ਦੌਰ bbox=[33, 999, 545, 1042]
headline: ਟਰਮ ਇੰਸ਼ੋਰੈਂਸ ਵਿੱਚ ਪਾਲਿਸੀ ਦਾ ਸਮਾਂ ਮਿਆਦ ਨਾਲੋਂ ਜ਼ਿਆਦਾ ਕਿਉਂ ਮਾਇਨੇ ਰੱਖਦਾ ਹੈ bbox=[33, 804, 551, 847]
headline: ਵੇਰਕਾ ਦੇ ਅਭਿਆਨ 'ਚ ਪ੍ਰਸੰਗ; ਯੂਐਚਟੀ ਦੁੱਧ ਵਿੱਚ ਹੈ ਸਕੂਲੀ ਬੱਚਿਆਂ ਵਿੱਚ ਪੋਸ਼ਣ ਵਧਾਉਣ ਦੀ ਵੱਧ ਸਮਰੱਥਾ bbox=[988, 1539, 1516, 1581]
photo-label: VOGUE bbox=[498, 1051, 532, 1062]
ad-badge: 3X COOLING bbox=[1378, 728, 1483, 747]
article-body: ਲੁਧਿਆਣਾ, 29 ਮਈ (ਆਰ ਮੀਡੀਆ)- 31 ਮਈ ਨੂੰ ਵਿਸ਼ਵ ਤੰਬਾਕੂ ਰਹਿਤ ਦਿਵਸ ਤੋਂ ਪਹਿਲਾਂ ਫੋਰਟਿਸ ਹਸਪਤਾਲ ਲੁਧਿਆਣਾ ਦੇ ਡਾਕਟਰਾਂ ਨੇ ਨੌਜਵਾਨਾਂ ਵਿੱਚ ਤੇਜ਼ੀ ਨਾਲ ਵੱਧ ਰਹੀ ਈ-ਸਿਗਰਟ ਦੀ ਲਤ 'ਤੇ ਗੰਭੀਰ ਚਿੰਤਾ ਪ੍ਰਗਟ ਕੀਤੀ ਹੈ। ਡਾਕਟਰਾਂ ਅਨੁਸਾਰ ਈ-ਸਿਗਰਟ ਫੇਫੜਿਆਂ ਅਤੇ ਦਿਲ ਲਈ ਬਹੁਤ ਨੁਕਸਾਨਦਾਇਕ ਹੈ ਅਤੇ ਮਾਪਿਆਂ ਨੂੰ ਬੱਚਿਆਂ 'ਤੇ ਨਜ਼ਰ ਰੱਖਣੀ ਚਾਹੀਦੀ ਹੈ। bbox=[33, 1830, 369, 1917]
school-photo bbox=[791, 775, 949, 887]
headline: ਡੈਟੌਲ ਆਪਣੇ ਬ੍ਰਾਂਡ ਐਂਬੈਸਡਰ ਵਜੋਂ ਮਹਾਨ 'ਕੈਪਟਨ ਕੂਲ' ਐਮਐਸ ਧੋਨੀ ਦਾ ਸਵਾਗਤ ਕਰਦਾ ਹੈ bbox=[988, 841, 1523, 884]
ad-line2: Dettol Icy Fresh bbox=[997, 939, 1165, 962]
ad-line1: Be Captain Cool bbox=[1368, 677, 1493, 694]
article-fino bbox=[976, 1313, 1536, 1517]
ad-line2: Dettol Icy Fresh bbox=[1347, 697, 1514, 721]
fino-branch-photo bbox=[988, 1377, 1174, 1488]
ad-badge: 3X COOLING bbox=[1029, 1891, 1134, 1910]
headline: ਐਮਾਜ਼ਨ ਫੈਸ਼ਨ ਨੇ 30 ਮਈ ਤੋਂ 4 ਜੂਨ ਤੱਕ 'ਵਾਰਡਰੋਬ ਰਿਫਰੈਸ਼ ਸੇਲ' ਦੇ 16ਵੇਂ ਐਡੀਸ਼ਨ ਦਾ ਐਲਾਨ ਕੀਤਾ bbox=[988, 2003, 1483, 2046]
ad-line2: Dettol Icy Fresh bbox=[997, 1860, 1165, 1884]
article-realme bbox=[20, 1164, 578, 1350]
promo-sale: Sale on 30th MAY bbox=[434, 1672, 522, 1686]
headline: ਫੋਰਟਿਸ ਐਸਕਾਰਟਸ ਅੰਮ੍ਰਿਤਸਰ ਦੇ ਪਲਮੋਨੋਲੋਜਿਸਟ ਡਾਕਟਰਾਂ ਨੇ ਨੌਜਵਾਨਾਂ ਨੂੰ ਈ-ਸਿਗਰੇਟ ਦੀ ਵੱਧ ਰਹੀ ਵਰਤੋਂ ਤੋਂ ਸੁਚੇਤ ਕੀਤਾ bbox=[988, 349, 1517, 391]
headline: ਟੈਕਨੋ ਨੇ ਭਾਰਤ ਲਈ ਤਿਆਰ ਏਆਈ, ਭਵਿੱਖ ਦੇ ਕਰਵ ਡਿਜ਼ਾਇਨ ਅਤੇ ਬੇਜੋੜ 5ਜੀ ਸਿਗਨਲ ਸਟ੍ਰੈਂਥ ਦੇ ਨਾਲ ਪੋਵਾ ਕਰਵ 5ਜੀ ਪੇਸ਼ ਕੀਤਾ bbox=[33, 1539, 554, 1581]
column-middle bbox=[593, 86, 961, 2347]
fashion-products-image bbox=[605, 1591, 763, 1777]
article-verka-1 bbox=[593, 690, 961, 1099]
